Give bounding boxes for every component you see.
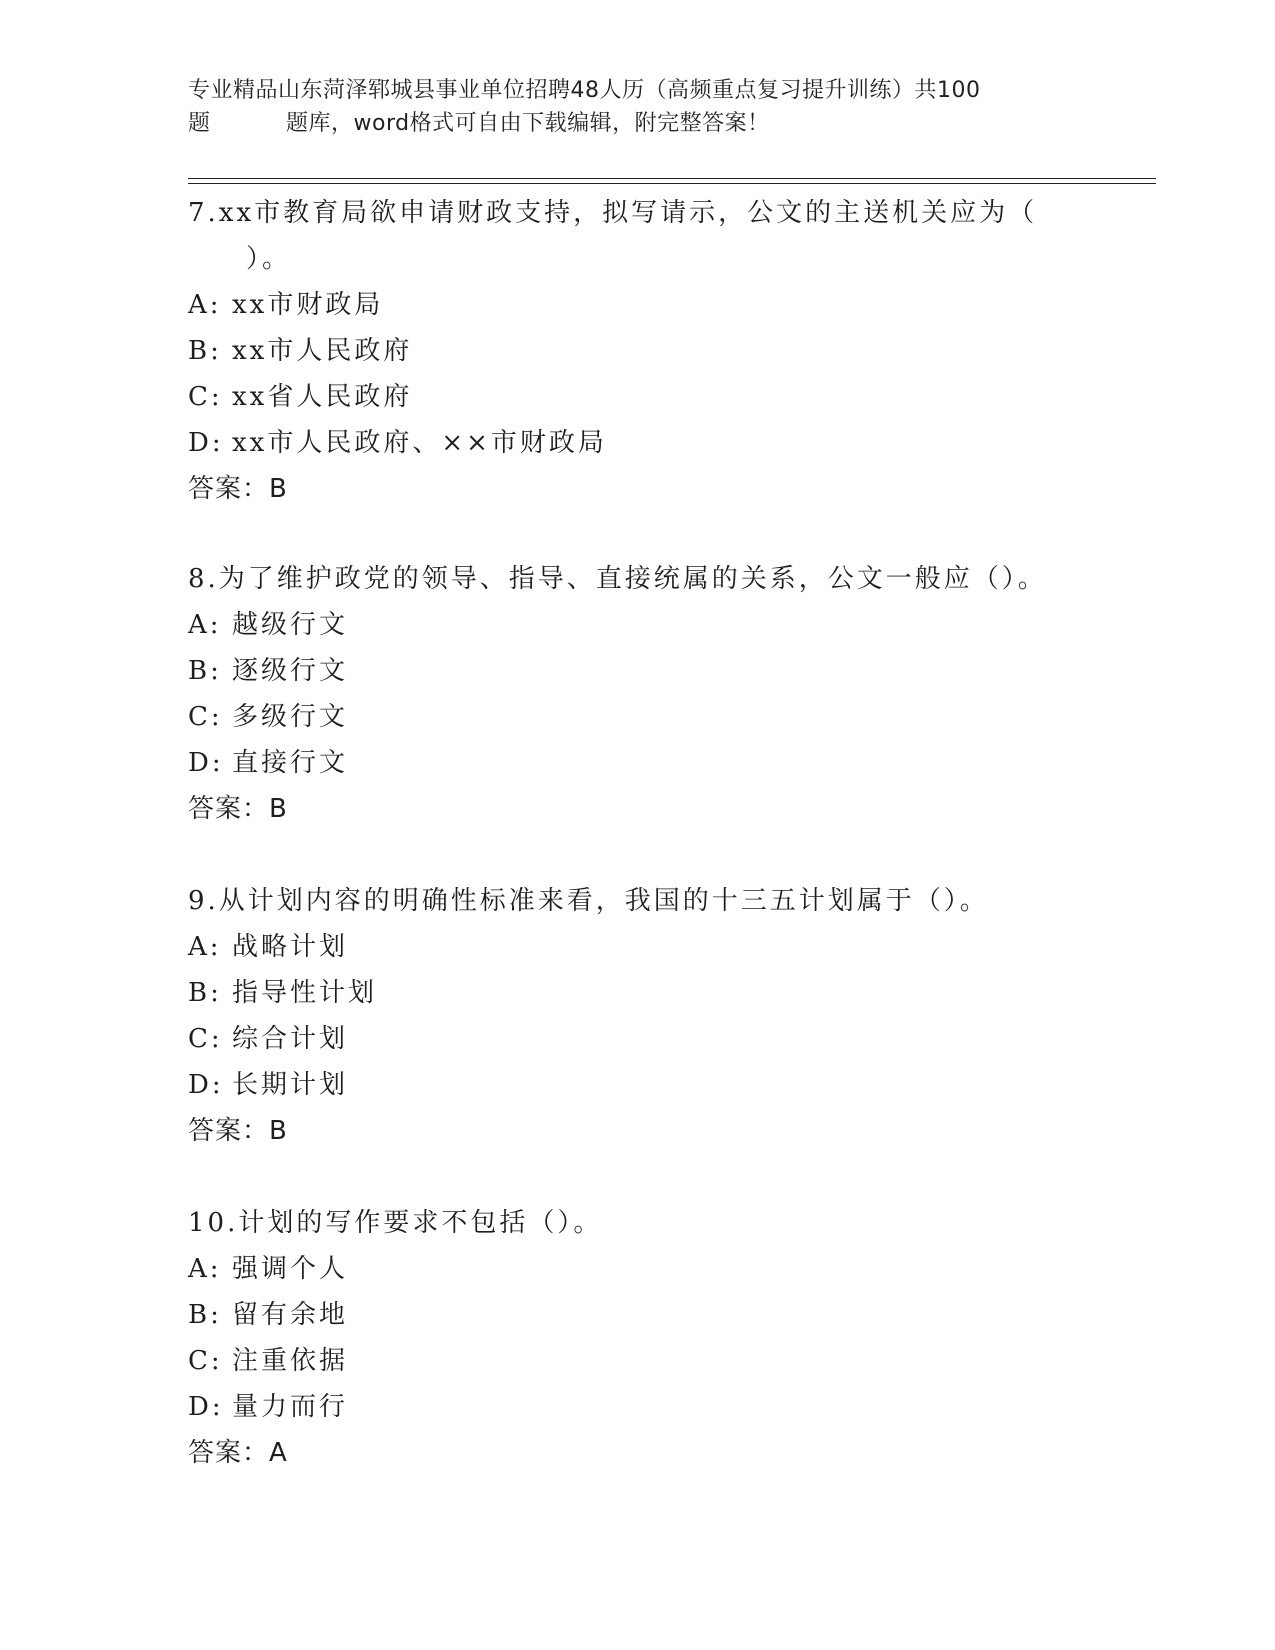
option-label: B: [188, 1300, 222, 1330]
option-a [188, 282, 1088, 328]
option-c [188, 694, 1088, 740]
option-d [188, 1062, 1088, 1108]
header-divider-bottom [188, 183, 1156, 184]
question-9 [188, 878, 1088, 1154]
option-text: xx市财政局 [232, 290, 384, 320]
answer-line: 答案：B [188, 1116, 288, 1146]
option-c [188, 1016, 1088, 1062]
option-b [188, 648, 1088, 694]
option-d [188, 420, 1088, 466]
header-subtitle-text: 题库，word格式可自由下载编辑，附完整答案！ [286, 111, 770, 136]
option-text: xx省人民政府 [232, 382, 413, 412]
option-a [188, 1246, 1088, 1292]
header-subtitle-prefix: 题 [188, 111, 211, 136]
option-label: B: [188, 336, 222, 366]
option-label: D: [188, 428, 224, 458]
question-stem: 9.从计划内容的明确性标准来看，我国的十三五计划属于（）。 [188, 886, 989, 916]
question-stem: 7.xx市教育局欲申请财政支持，拟写请示，公文的主送机关应为（ [188, 198, 1038, 228]
option-label: C: [188, 1346, 223, 1376]
option-label: D: [188, 748, 224, 778]
option-label: C: [188, 382, 223, 412]
option-d [188, 1384, 1088, 1430]
option-label: B: [188, 656, 222, 686]
question-8 [188, 556, 1088, 832]
document-header [188, 74, 1088, 140]
answer-line: 答案：B [188, 474, 288, 504]
question-stem: 10.计划的写作要求不包括（）。 [188, 1208, 603, 1238]
option-label: D: [188, 1070, 224, 1100]
option-label: A: [188, 932, 222, 962]
option-text: 战略计划 [232, 932, 349, 962]
question-10 [188, 1200, 1088, 1476]
option-b [188, 328, 1088, 374]
question-7 [188, 190, 1088, 512]
option-text: 直接行文 [232, 748, 349, 778]
option-label: A: [188, 290, 222, 320]
option-a [188, 924, 1088, 970]
option-text: 注重依据 [232, 1346, 349, 1376]
option-text: 逐级行文 [232, 656, 349, 686]
answer-line: 答案：B [188, 794, 288, 824]
header-subtitle-line [188, 107, 1088, 140]
header-divider-top [188, 178, 1156, 179]
option-text: 综合计划 [232, 1024, 349, 1054]
option-c [188, 1338, 1088, 1384]
option-label: C: [188, 702, 223, 732]
question-stem-continuation: ）。 [246, 244, 292, 274]
option-b [188, 1292, 1088, 1338]
option-label: A: [188, 1254, 222, 1284]
option-b [188, 970, 1088, 1016]
question-stem: 8.为了维护政党的领导、指导、直接统属的关系，公文一般应（）。 [188, 564, 1047, 594]
option-text: 强调个人 [232, 1254, 349, 1284]
option-text: xx市人民政府、××市财政局 [232, 428, 607, 458]
option-label: C: [188, 1024, 223, 1054]
option-text: xx市人民政府 [232, 336, 413, 366]
option-text: 长期计划 [232, 1070, 349, 1100]
answer-line: 答案：A [188, 1438, 288, 1468]
option-text: 多级行文 [232, 702, 349, 732]
header-title-line: 专业精品山东菏泽郓城县事业单位招聘48人历（高频重点复习提升训练）共100 [188, 78, 981, 103]
option-text: 越级行文 [232, 610, 349, 640]
option-text: 留有余地 [232, 1300, 349, 1330]
option-d [188, 740, 1088, 786]
option-label: B: [188, 978, 222, 1008]
option-text: 量力而行 [232, 1392, 349, 1422]
option-text: 指导性计划 [232, 978, 378, 1008]
option-a [188, 602, 1088, 648]
option-label: D: [188, 1392, 224, 1422]
option-label: A: [188, 610, 222, 640]
option-c [188, 374, 1088, 420]
